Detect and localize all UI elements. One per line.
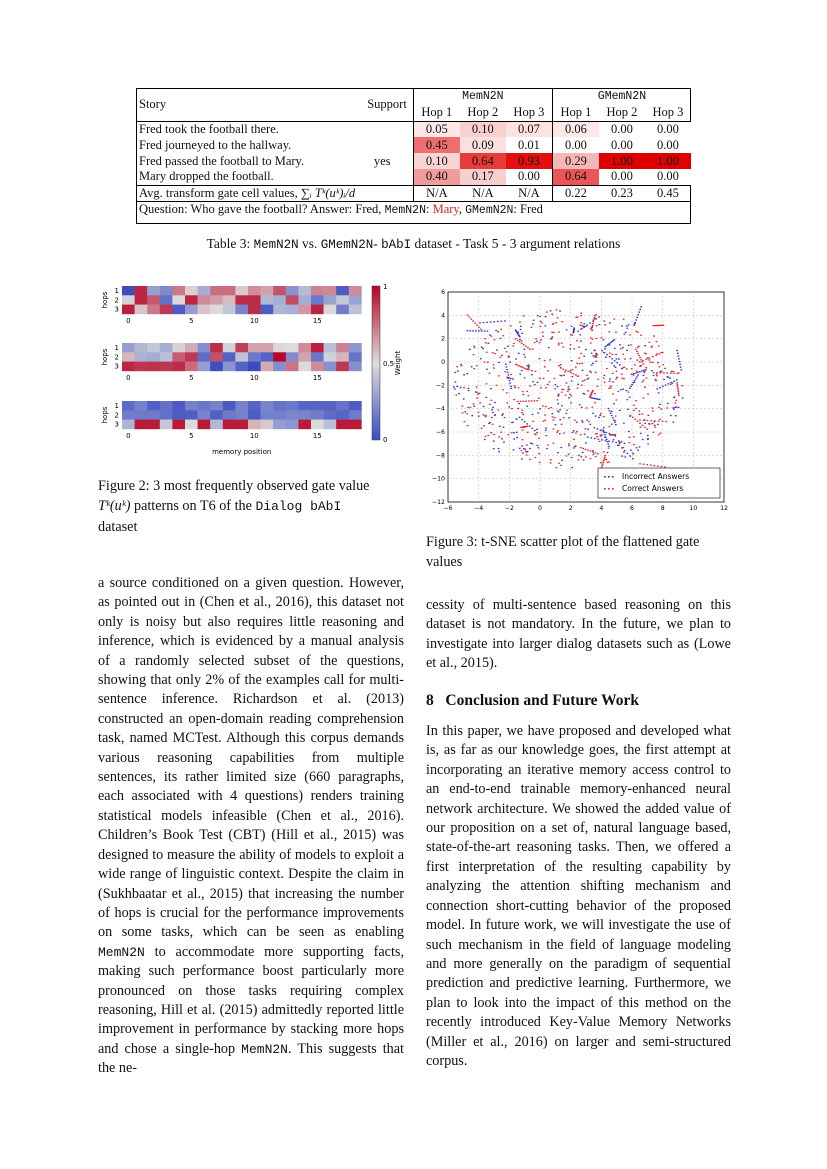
heatmap-cell — [235, 401, 248, 411]
heatmap-cell — [122, 401, 135, 411]
table-cell: N/A — [413, 185, 460, 201]
heatmap-cell — [349, 305, 362, 315]
heatmap-cell — [198, 401, 211, 411]
question-row: Question: Who gave the football? Answer: Fred, MemN2N: Mary, GMemN2N: Fred — [136, 201, 691, 218]
support-cell — [351, 137, 413, 153]
heatmap-cell — [147, 295, 160, 305]
y-tick-label: 6 — [441, 289, 445, 296]
heatmap-cell — [336, 295, 349, 305]
y-tick-label: 1 — [114, 344, 119, 352]
heatmap-cell — [273, 343, 286, 353]
heatmap-cell — [286, 362, 299, 372]
heatmap-cell — [135, 352, 148, 362]
x-tick-label: 12 — [720, 505, 728, 512]
table-cell: 1.00 — [599, 153, 645, 169]
heatmap-cell — [160, 352, 173, 362]
heatmap-cell — [349, 295, 362, 305]
heatmap-cell — [336, 305, 349, 315]
heatmap-cell — [172, 295, 185, 305]
heatmap-cell — [122, 410, 135, 420]
table-cell: 0.00 — [645, 137, 691, 153]
heatmap-cell — [185, 420, 198, 430]
heatmap-cell — [135, 286, 148, 296]
heatmap-cell — [311, 401, 324, 411]
y-tick-label: 1 — [114, 402, 119, 410]
heatmap-cell — [147, 352, 160, 362]
y-tick-label: −6 — [435, 429, 445, 436]
heatmap-cell — [210, 286, 223, 296]
col-group-memn2n: MemN2N — [413, 88, 552, 104]
heatmap-panel — [101, 343, 362, 382]
heatmap-cell — [273, 420, 286, 430]
heatmap-cell — [223, 343, 236, 353]
colorbar-label: Weight — [394, 350, 402, 376]
col-header-support: Support — [367, 96, 407, 111]
col-header-hop: Hop 1 — [413, 104, 460, 121]
heatmap-cell — [235, 305, 248, 315]
heatmap-cell — [235, 410, 248, 420]
heatmap-cell — [261, 410, 274, 420]
heatmap-cell — [198, 420, 211, 430]
heatmap-cell — [235, 362, 248, 372]
heatmap-cell — [185, 286, 198, 296]
table-row — [136, 153, 691, 169]
col-header-hop: Hop 2 — [467, 104, 499, 119]
heatmap-cell — [147, 286, 160, 296]
heatmap-cell — [223, 295, 236, 305]
support-cell — [351, 121, 413, 137]
table-cell: 0.06 — [552, 121, 599, 137]
y-tick-label: −8 — [435, 452, 445, 460]
story-cell: Fred passed the football to Mary. — [139, 153, 305, 168]
heatmap-cell — [160, 401, 173, 411]
heatmap-cell — [147, 362, 160, 372]
heatmap-cell — [298, 401, 311, 411]
heatmap-cell — [122, 305, 135, 315]
heatmap-cell — [235, 343, 248, 353]
table-cell: 0.64 — [460, 153, 506, 169]
x-tick-label: 15 — [312, 431, 322, 440]
heatmap-cell — [349, 410, 362, 420]
heatmap-cell — [298, 410, 311, 420]
legend-label: Incorrect Answers — [622, 472, 690, 481]
x-tick-label: 15 — [312, 373, 322, 382]
wrong-answer: Mary — [432, 201, 459, 216]
table-cell: N/A — [506, 185, 553, 201]
heatmap-cell — [210, 420, 223, 430]
table-cell: 0.07 — [506, 121, 553, 137]
heatmap-cell — [261, 343, 274, 353]
x-tick-label: 5 — [189, 316, 194, 325]
x-tick-label: 4 — [599, 505, 604, 512]
heatmap-cell — [324, 401, 337, 411]
heatmap-cell — [311, 362, 324, 372]
heatmap-cell — [185, 362, 198, 372]
x-tick-label: 10 — [689, 505, 698, 512]
x-tick-label: 6 — [630, 505, 634, 512]
heatmap-cell — [248, 295, 261, 305]
table-row — [136, 169, 691, 185]
table-cell: 0.09 — [460, 137, 506, 153]
heatmap-cell — [286, 420, 299, 430]
heatmap-cell — [349, 352, 362, 362]
table-cell: 0.00 — [506, 169, 553, 185]
heatmap-cell — [286, 401, 299, 411]
heatmap-cell — [160, 362, 173, 372]
heatmap-cell — [198, 295, 211, 305]
heatmap-cell — [298, 286, 311, 296]
heatmap-cell — [210, 401, 223, 411]
heatmap-cell — [248, 420, 261, 430]
x-axis-label: memory position — [212, 448, 272, 456]
heatmap-cell — [261, 420, 274, 430]
heatmap-cell — [286, 305, 299, 315]
heatmap-cell — [324, 305, 337, 315]
heatmap-cell — [336, 401, 349, 411]
heatmap-cell — [198, 352, 211, 362]
heatmap-cell — [273, 295, 286, 305]
y-axis-label: hops — [101, 291, 109, 309]
heatmap-cell — [349, 343, 362, 353]
table-cell: 0.00 — [599, 137, 645, 153]
heatmap-cell — [223, 410, 236, 420]
heatmap-cell — [172, 343, 185, 353]
table-3-caption: Table 3: MemN2N vs. GMemN2N- bAbI dataset - Task 5 - 3 argument relations — [206, 236, 621, 252]
heatmap-cell — [210, 343, 223, 353]
heatmap-cell — [235, 286, 248, 296]
heatmap-cell — [311, 352, 324, 362]
heatmap-cell — [223, 420, 236, 430]
table-cell: 0.17 — [460, 169, 506, 185]
heatmap-cell — [349, 286, 362, 296]
x-tick-label: 10 — [249, 373, 259, 382]
heatmap-cell — [336, 410, 349, 420]
paragraph: In this paper, we have proposed and developed what is, as far as our knowledge goes, the first attempt at incorporating an iterative memory access control to an end-to-end trainable memory-enhanced neural network architecture. We showed the added value of our proposition on a set of, natural language based, state-of-the-art reasoning tasks. Then, we offered a first interpretation of the resulting capability by analyzing the attention shifting mechanism and connection short-cutting behavior of the proposed model. In future work, we will investigate the use of such mechanism in the field of language modeling and more generally on the paradigm of sequential prediction and predictive learning. Furthermore, we plan to look into the impact of this method on the recently introduced Key-Value Memory Networks (Miller et al., 2016) on larger and semi-structured corpus. — [426, 723, 731, 1069]
heatmap-cell — [135, 420, 148, 430]
y-tick-label: 3 — [114, 305, 119, 314]
y-tick-label: 2 — [114, 353, 119, 362]
y-tick-label: −2 — [435, 382, 445, 390]
heatmap-cell — [273, 352, 286, 362]
heatmap-cell — [311, 343, 324, 353]
heatmap-cell — [223, 305, 236, 315]
heatmap-cell — [147, 401, 160, 411]
table-row — [136, 121, 691, 137]
y-tick-label: 2 — [114, 411, 119, 420]
right-column — [426, 596, 731, 1071]
y-tick-label: 4 — [441, 312, 445, 320]
heatmap-cell — [311, 410, 324, 420]
heatmap-cell — [336, 362, 349, 372]
heatmap-cell — [261, 286, 274, 296]
heatmap-cell — [273, 286, 286, 296]
x-tick-label: 10 — [249, 316, 259, 325]
heatmap-cell — [122, 420, 135, 430]
legend-marker — [612, 476, 614, 478]
y-tick-label: 2 — [441, 335, 445, 343]
heatmap-cell — [273, 410, 286, 420]
table-cell: 1.00 — [645, 153, 691, 169]
heatmap-cell — [147, 420, 160, 430]
support-cell: yes — [373, 153, 391, 168]
x-tick-label: 15 — [312, 316, 322, 325]
heatmap-cell — [349, 401, 362, 411]
colorbar — [372, 286, 380, 440]
heatmap-cell — [261, 352, 274, 362]
heatmap-cell — [349, 420, 362, 430]
table-cell: 0.05 — [413, 121, 460, 137]
heatmap-cell — [235, 352, 248, 362]
x-tick-label: 5 — [189, 431, 194, 440]
figure-2-caption: Figure 2: 3 most frequently observed gate value Tᵏ(uᵏ) patterns on T6 of the Dialog bAbI dataset — [98, 478, 370, 535]
x-tick-label: 0 — [126, 316, 131, 325]
y-axis-label: hops — [101, 348, 109, 366]
heatmap-cell — [324, 352, 337, 362]
table-cell: 0.93 — [506, 153, 553, 169]
col-header-hop: Hop 2 — [606, 104, 638, 119]
y-tick-label: 3 — [114, 420, 119, 429]
heatmap-cell — [160, 343, 173, 353]
x-tick-label: 0 — [126, 373, 131, 382]
figure-3-caption: Figure 3: t-SNE scatter plot of the flattened gate values — [426, 534, 700, 570]
heatmap-cell — [311, 420, 324, 430]
heatmap-cell — [349, 362, 362, 372]
heatmap-cell — [324, 420, 337, 430]
heatmap-cell — [198, 286, 211, 296]
heatmap-cell — [223, 286, 236, 296]
heatmap-cell — [223, 401, 236, 411]
heatmap-cell — [172, 362, 185, 372]
heatmap-cell — [147, 343, 160, 353]
section-heading: 8 Conclusion and Future Work — [426, 691, 640, 709]
heatmap-panel — [101, 286, 362, 325]
heatmap-cell — [273, 401, 286, 411]
heatmap-cell — [160, 305, 173, 315]
heatmap-cell — [122, 343, 135, 353]
heatmap-cell — [298, 352, 311, 362]
legend-marker — [604, 476, 606, 478]
table-cell: 0.40 — [413, 169, 460, 185]
y-tick-label: 2 — [114, 296, 119, 305]
y-axis-label: hops — [101, 406, 109, 424]
heatmap-cell — [172, 305, 185, 315]
heatmap-cell — [223, 362, 236, 372]
y-tick-label: −10 — [431, 475, 445, 483]
heatmap-cell — [172, 401, 185, 411]
table-cell: 0.00 — [599, 121, 645, 137]
heatmap-cell — [122, 295, 135, 305]
heatmap-cell — [223, 352, 236, 362]
support-cell — [351, 169, 413, 185]
heatmap-cell — [147, 305, 160, 315]
x-tick-label: 2 — [568, 505, 573, 512]
table-cell: 0.00 — [552, 137, 599, 153]
heatmap-cell — [248, 410, 261, 420]
table-row — [136, 137, 691, 153]
heatmap-cell — [324, 343, 337, 353]
table-cell: 0.10 — [413, 153, 460, 169]
y-tick-label: 3 — [114, 362, 119, 371]
heatmap-cell — [198, 362, 211, 372]
heatmap-cell — [147, 410, 160, 420]
heatmap-cell — [324, 295, 337, 305]
heatmap-cell — [160, 420, 173, 430]
heatmap-cell — [336, 343, 349, 353]
heatmap-cell — [185, 343, 198, 353]
heatmap-cell — [185, 401, 198, 411]
heatmap-cell — [122, 286, 135, 296]
table-cell: 0.00 — [645, 121, 691, 137]
heatmap-cell — [210, 352, 223, 362]
heatmap-cell — [324, 362, 337, 372]
heatmap-cell — [248, 362, 261, 372]
heatmap-cell — [248, 305, 261, 315]
heatmap-cell — [261, 401, 274, 411]
heatmap-cell — [261, 362, 274, 372]
legend-marker — [612, 488, 614, 490]
heatmap-cell — [286, 343, 299, 353]
heatmap-cell — [298, 295, 311, 305]
heatmap-cell — [286, 295, 299, 305]
heatmap-cell — [160, 286, 173, 296]
heatmap-cell — [172, 352, 185, 362]
heatmap-cell — [160, 295, 173, 305]
heatmap-cell — [185, 305, 198, 315]
heatmap-cell — [122, 362, 135, 372]
heatmap-cell — [198, 410, 211, 420]
story-cell: Fred took the football there. — [136, 121, 351, 137]
heatmap-cell — [286, 352, 299, 362]
heatmap-cell — [324, 410, 337, 420]
heatmap-cell — [172, 420, 185, 430]
heatmap-cell — [273, 305, 286, 315]
story-cell: Mary dropped the football. — [139, 169, 274, 184]
colorbar-tick: 1 — [383, 283, 388, 291]
heatmap-cell — [210, 410, 223, 420]
table-cell: 0.29 — [552, 153, 599, 169]
heatmap-cell — [198, 305, 211, 315]
legend-label: Correct Answers — [622, 484, 684, 493]
heatmap-cell — [135, 362, 148, 372]
heatmap-cell — [336, 352, 349, 362]
heatmap-cell — [248, 343, 261, 353]
x-tick-label: 5 — [189, 373, 194, 382]
x-tick-label: 10 — [249, 431, 259, 440]
heatmap-cell — [311, 295, 324, 305]
heatmap-cell — [311, 286, 324, 296]
y-tick-label: −4 — [435, 405, 445, 413]
table-cell: 0.64 — [552, 169, 599, 185]
heatmap-cell — [210, 295, 223, 305]
x-tick-label: 0 — [538, 505, 542, 512]
y-tick-label: 0 — [441, 359, 445, 366]
heatmap-cell — [185, 295, 198, 305]
paragraph: a source conditioned on a given question. However, as pointed out in (Chen et al., 2016), this dataset not only is noisy but also requires little reasoning and inference, which is evidenced by a manual analysis of a randomly selected subset of the questions, showing that only 2% of the examples call for multi-sentence inference. Richardson et al. (2013) constructed an open-domain reading comprehension task, named MCTest. Although this corpus demands various reasoning capabilities from multiple sentences, its rather limited size (660 paragraphs, each associated with 4 questions) renders training statistical models infeasible (Chen et al., 2016). Children’s Book Test (CBT) (Hill et al., 2015) was designed to measure the ability of models to exploit a wide range of linguistic context. Despite the claim in (Sukhbaatar et al., 2015) that increasing the number of hops is crucial for the performance improvements on some tasks, which can be seen as enabling MemN2N to accommodate more supporting facts, making such performance boost particularly more pronounced on those tasks requiring complex reasoning, Hill et al. (2015) admittedly reported little improvement in performance by stacking more hops and chose a single-hop MemN2N. This suggests that the ne- — [98, 575, 404, 1077]
figure-2-heatmaps — [98, 280, 410, 460]
x-tick-label: −2 — [504, 505, 514, 512]
table-cell: 0.45 — [645, 185, 691, 201]
table-3 — [136, 88, 691, 218]
heatmap-cell — [336, 286, 349, 296]
heatmap-cell — [311, 305, 324, 315]
heatmap-cell — [210, 305, 223, 315]
x-tick-label: 8 — [660, 505, 665, 512]
heatmap-cell — [273, 362, 286, 372]
legend-marker — [608, 476, 610, 478]
heatmap-cell — [135, 305, 148, 315]
colorbar-tick: 0.5 — [383, 360, 395, 368]
heatmap-cell — [135, 401, 148, 411]
colorbar-tick: 0 — [383, 436, 388, 444]
heatmap-cell — [185, 410, 198, 420]
heatmap-cell — [135, 343, 148, 353]
heatmap-cell — [324, 286, 337, 296]
col-header-hop: Hop 3 — [513, 104, 545, 119]
y-tick-label: 1 — [114, 287, 119, 295]
col-header-story: Story — [139, 96, 167, 111]
col-header-hop: Hop 3 — [652, 104, 684, 119]
col-group-gmemn2n: GMemN2N — [552, 88, 691, 104]
heatmap-cell — [210, 362, 223, 372]
figure-3-tsne-scatter — [424, 280, 734, 518]
heatmap-cell — [122, 352, 135, 362]
left-column — [98, 574, 404, 1079]
heatmap-cell — [172, 410, 185, 420]
heatmap-cell — [235, 295, 248, 305]
heatmap-cell — [286, 286, 299, 296]
heatmap-panel — [101, 401, 362, 440]
y-tick-label: −12 — [431, 499, 445, 506]
story-cell: Fred journeyed to the hallway. — [139, 137, 292, 152]
heatmap-cell — [172, 286, 185, 296]
table-cell: 0.10 — [460, 121, 506, 137]
heatmap-cell — [261, 295, 274, 305]
heatmap-cell — [185, 352, 198, 362]
heatmap-cell — [248, 401, 261, 411]
paragraph: cessity of multi-sentence based reasoning on this dataset is not mandatory. In the future, we plan to investigate into larger dialog datasets such as (Lowe et al., 2015). — [426, 597, 731, 672]
table-cell: 0.00 — [645, 169, 691, 185]
heatmap-cell — [298, 305, 311, 315]
table-cell: 0.22 — [552, 185, 599, 201]
heatmap-cell — [286, 410, 299, 420]
x-tick-label: 0 — [126, 431, 131, 440]
avg-row-label: Avg. transform gate cell values, ∑ᵢ Tᵏ(uᵏ)ᵢ/d — [136, 185, 413, 201]
heatmap-cell — [298, 362, 311, 372]
heatmap-cell — [160, 410, 173, 420]
heatmap-cell — [248, 352, 261, 362]
heatmap-cell — [135, 410, 148, 420]
heatmap-cell — [248, 286, 261, 296]
heatmap-cell — [298, 420, 311, 430]
legend-marker — [604, 488, 606, 490]
table-cell: 0.00 — [599, 169, 645, 185]
heatmap-cell — [135, 295, 148, 305]
x-tick-label: −4 — [474, 505, 484, 512]
heatmap-cell — [261, 305, 274, 315]
x-tick-label: −6 — [443, 505, 453, 512]
table-cell: 0.01 — [506, 137, 553, 153]
table-cell: 0.45 — [413, 137, 460, 153]
heatmap-cell — [198, 343, 211, 353]
heatmap-cell — [336, 420, 349, 430]
table-cell: N/A — [460, 185, 506, 201]
legend-marker — [608, 488, 610, 490]
table-cell: 0.23 — [599, 185, 645, 201]
heatmap-cell — [235, 420, 248, 430]
heatmap-cell — [298, 343, 311, 353]
col-header-hop: Hop 1 — [552, 104, 599, 121]
